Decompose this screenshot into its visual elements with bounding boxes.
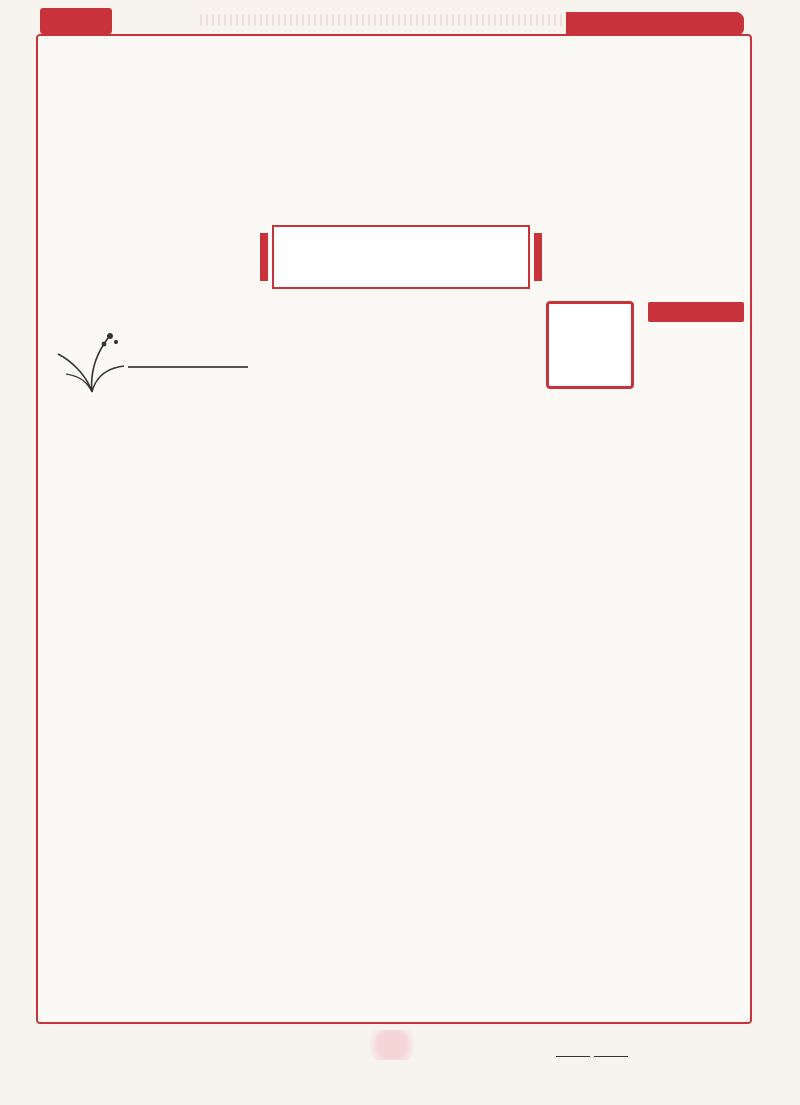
poem-practice-grid bbox=[60, 404, 728, 950]
day-blank[interactable] bbox=[594, 1042, 628, 1057]
self-evaluation bbox=[46, 1042, 50, 1058]
top-practice-row bbox=[60, 68, 732, 124]
qr-code-icon[interactable] bbox=[546, 301, 634, 389]
lesson-title-banner bbox=[272, 225, 530, 289]
header-decoration bbox=[200, 14, 566, 26]
page-number bbox=[362, 1030, 422, 1060]
promo-tag bbox=[648, 302, 744, 322]
section-underline bbox=[128, 366, 248, 368]
publisher-logo bbox=[40, 8, 112, 34]
orchid-icon bbox=[56, 324, 128, 396]
practice-time bbox=[554, 1042, 630, 1061]
grade-badge bbox=[566, 12, 744, 36]
month-blank[interactable] bbox=[556, 1042, 590, 1057]
